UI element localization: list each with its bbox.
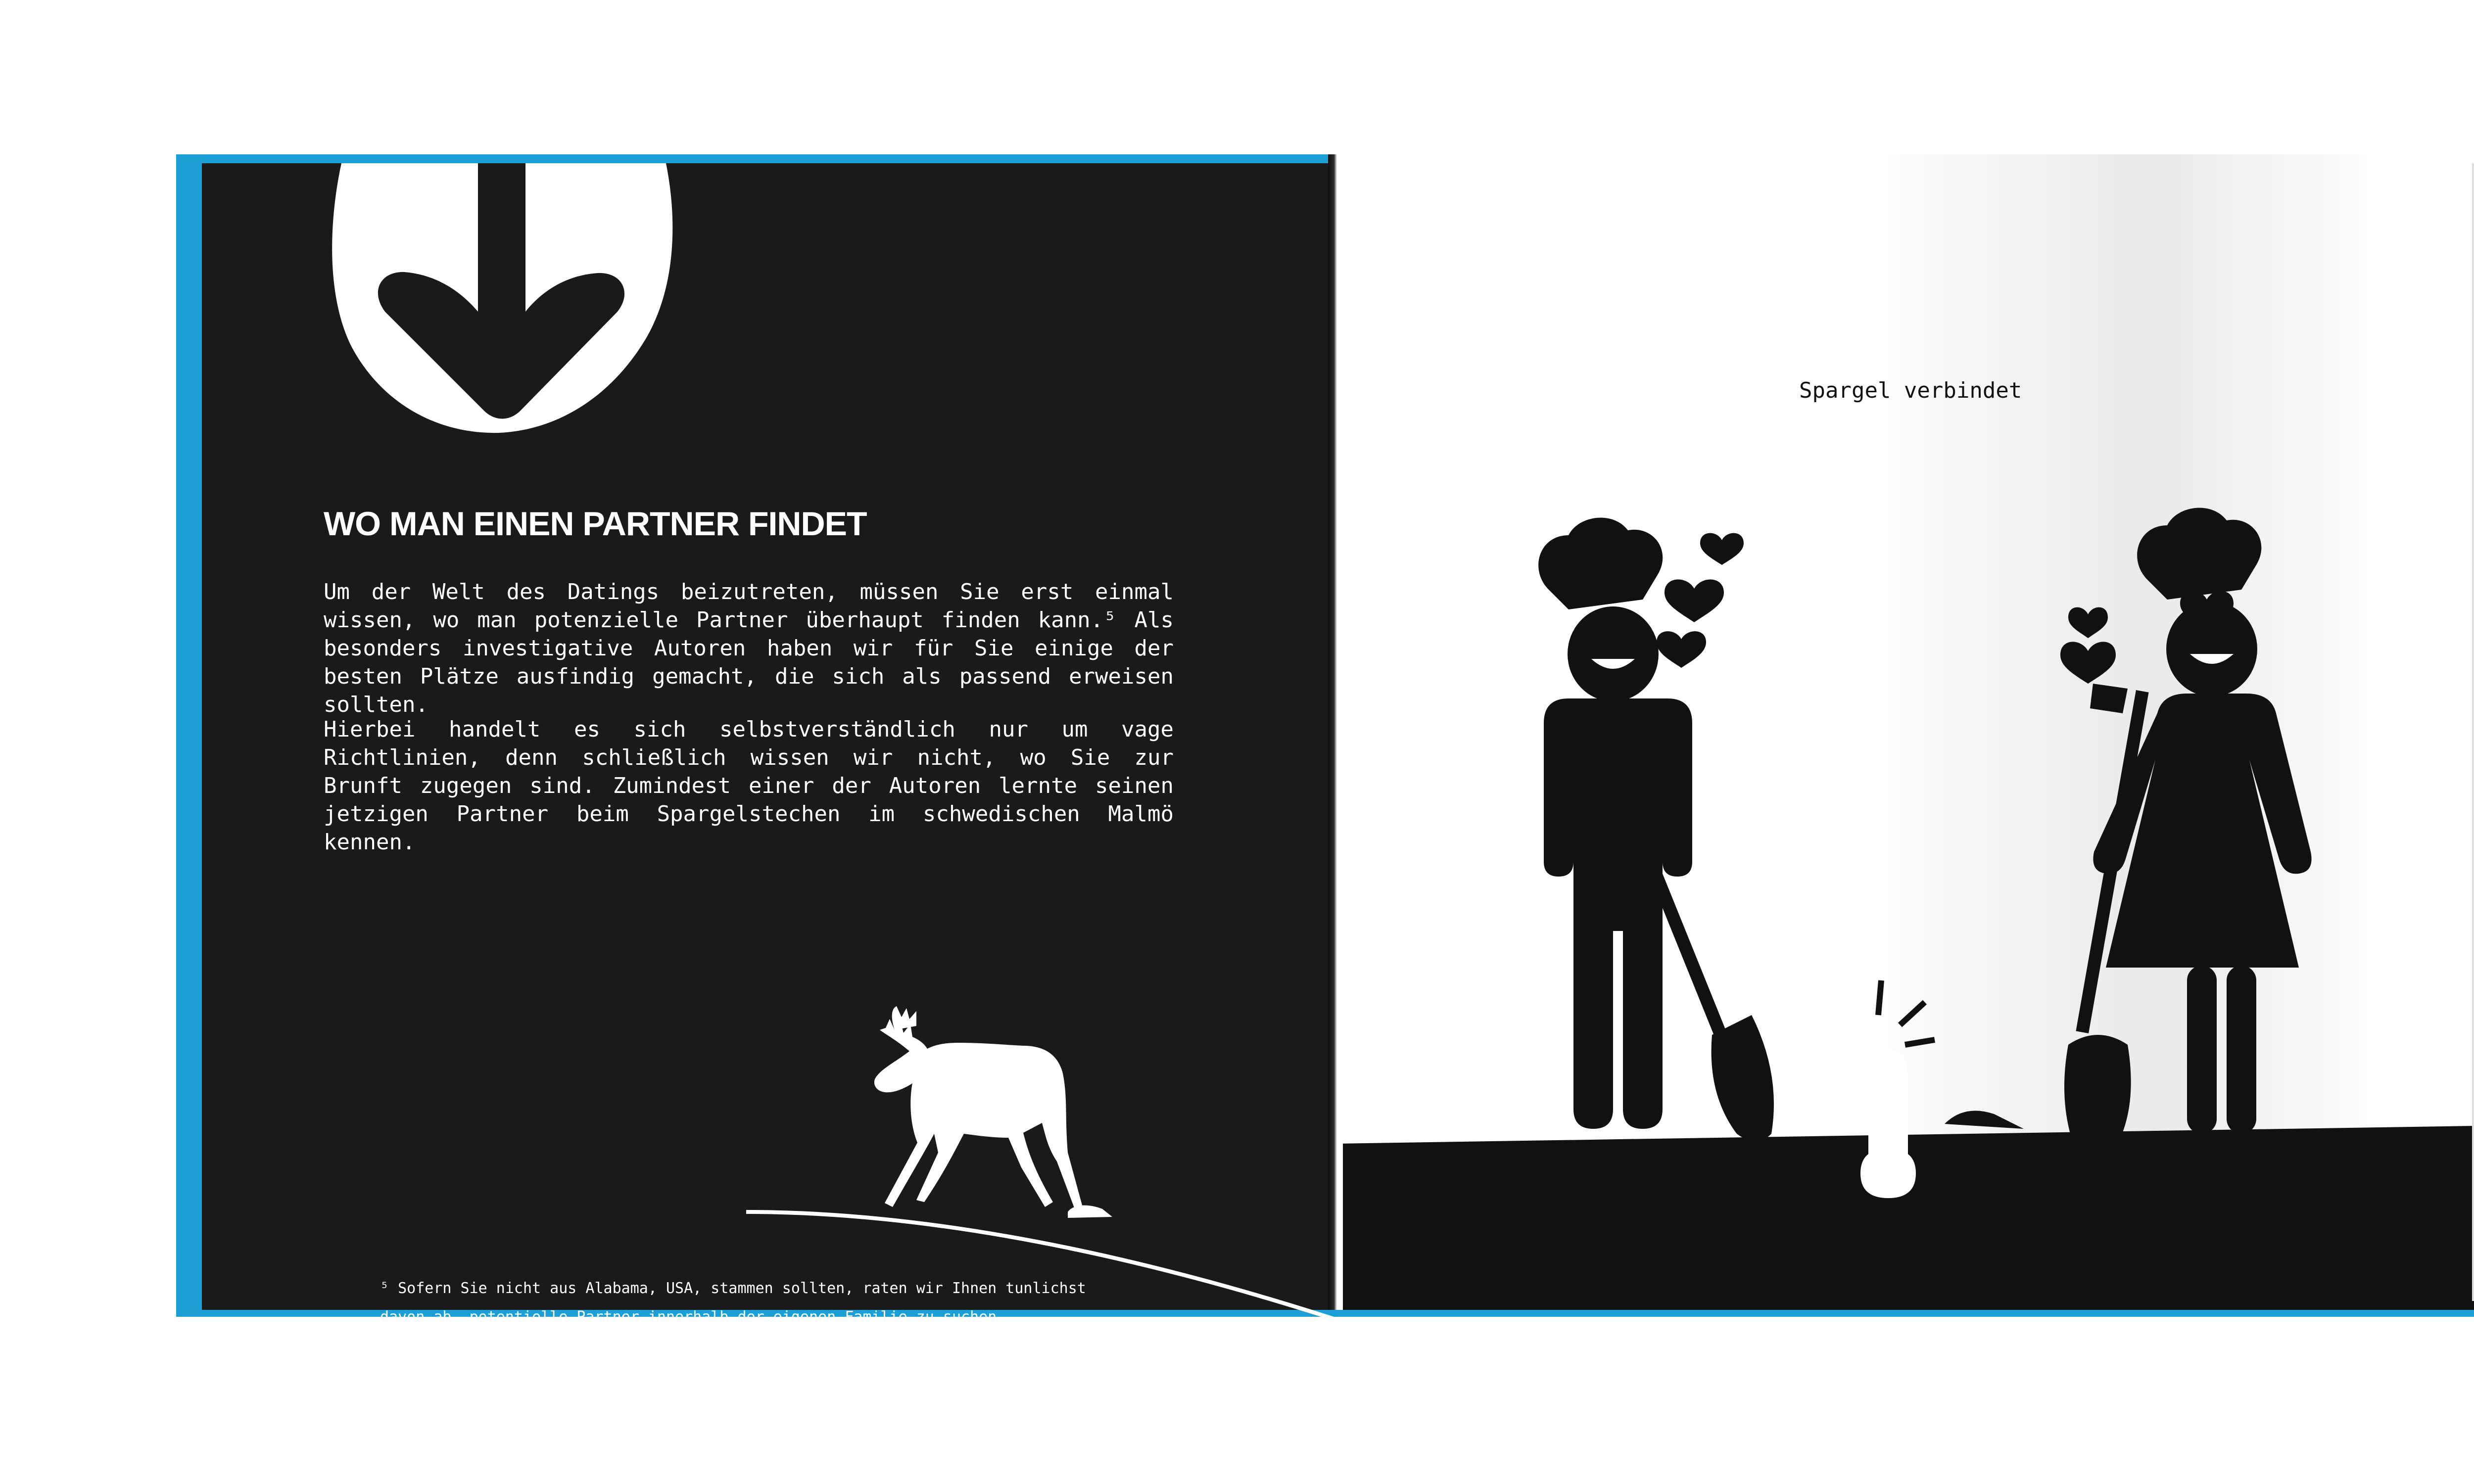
- footnote: [380, 1274, 1320, 1332]
- arrow-down-icon: [321, 163, 687, 440]
- asparagus-scene: [1336, 154, 2474, 1310]
- shovel-icon: [1646, 862, 1774, 1141]
- page-heading: WO MAN EINEN PARTNER FINDET: [324, 505, 867, 543]
- footnote-marker: ⁵: [380, 1280, 389, 1297]
- page-number: 24: [238, 1351, 280, 1393]
- body-paragraph-1: Um der Welt des Datings beizutreten, müssen Sie erst einmal wissen, wo man potenzielle Partner überhaupt finden kann.⁵ Als besonders investigative Autoren haben wir für Sie einige der besten Plätze ausfindig gemacht, die sich als passend erweisen sollten.: [324, 579, 1174, 717]
- footnote-line-1: Sofern Sie nicht aus Alabama, USA, stammen sollten, raten wir Ihnen tunlichst: [398, 1280, 1086, 1297]
- page-edge: [2472, 163, 2474, 1301]
- left-page: [202, 163, 1336, 1393]
- footnote-line-2: davon ab, potentielle Partner innerhalb der eigenen Familie zu suchen.: [380, 1308, 1006, 1326]
- chef-man-icon: [1538, 518, 1692, 1129]
- dirt-pile: [1945, 1111, 2024, 1129]
- moose-icon: [874, 1006, 1112, 1218]
- body-paragraph-2: Hierbei handelt es sich selbstverständlich nur um vage Richtlinien, denn schließlich wissen wir nicht, wo Sie zur Brunft zugegen sind. Zumindest einer der Autoren lernte seinen jetzigen Partner beim Spargelstechen im schwedischen Malmö kennen.: [324, 717, 1174, 855]
- book-spine: [1328, 154, 1343, 1310]
- right-page: [1336, 154, 2474, 1310]
- page-caption: Spargel verbindet: [1799, 378, 2022, 403]
